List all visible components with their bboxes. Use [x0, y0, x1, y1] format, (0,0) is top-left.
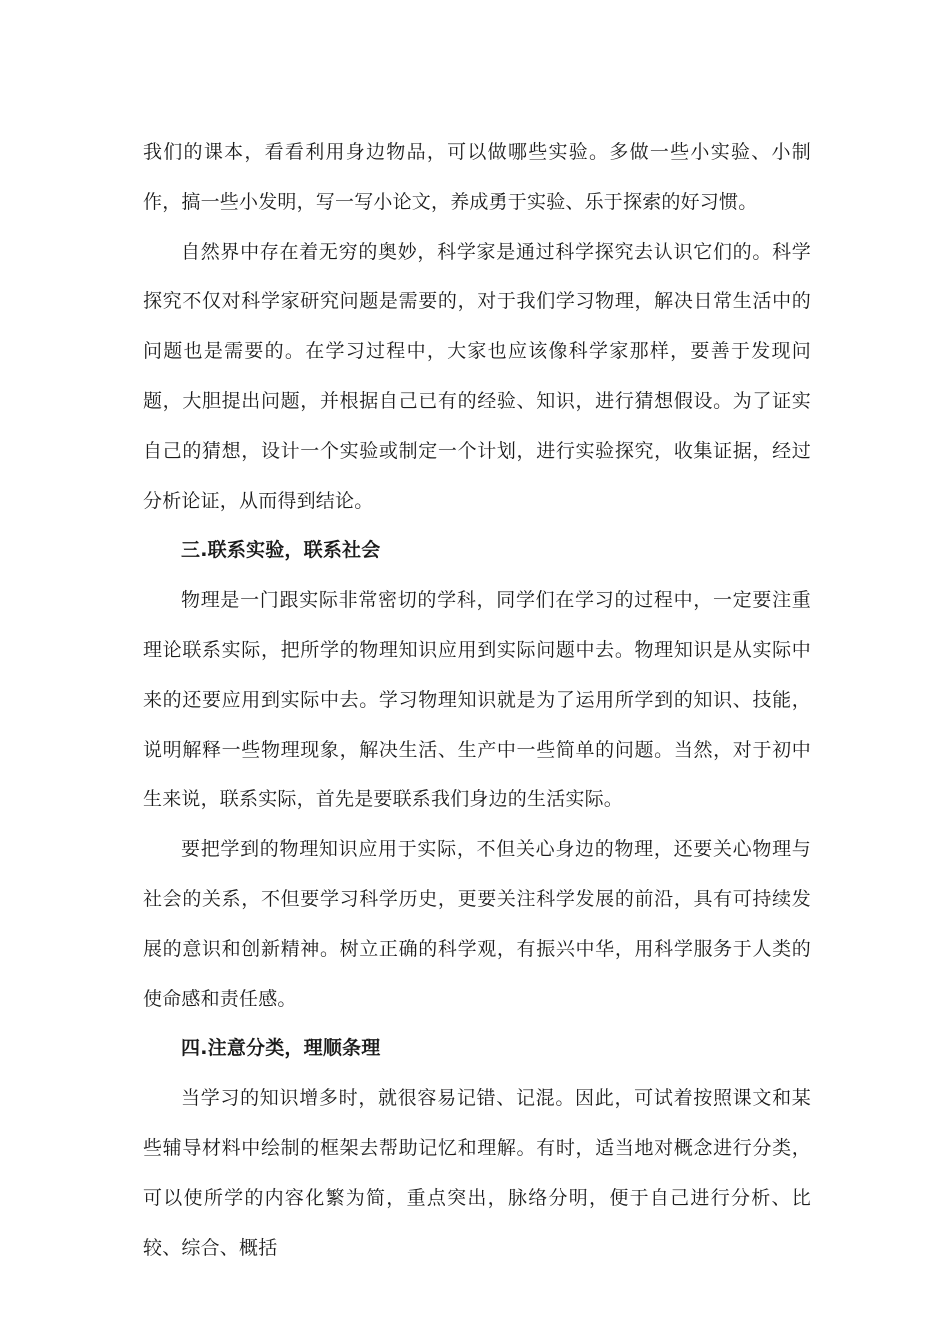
paragraph-5: 当学习的知识增多时，就很容易记错、记混。因此，可试着按照课文和某些辅导材料中绘制的框架去帮助记忆和理解。有时，适当地对概念进行分类，可以使所学的内容化繁为简，重点突出，脉络分明，便于自己进行分析、比较、综合、概括 [143, 1087, 811, 1259]
document-page [143, 128, 811, 1273]
paragraph-3: 物理是一门跟实际非常密切的学科，同学们在学习的过程中，一定要注重理论联系实际，把所学的物理知识应用到实际问题中去。物理知识是从实际中来的还要应用到实际中去。学习物理知识就是为了运用所学到的知识、技能，说明解释一些物理现象，解决生活、生产中一些简单的问题。当然，对于初中生来说，联系实际，首先是要联系我们身边的生活实际。 [143, 589, 811, 811]
paragraph-2: 自然界中存在着无穷的奥妙，科学家是通过科学探究去认识它们的。科学探究不仅对科学家研究问题是需要的，对于我们学习物理，解决日常生活中的问题也是需要的。在学习过程中，大家也应该像科学家那样，要善于发现问题，大胆提出问题，并根据自己已有的经验、知识，进行猜想假设。为了证实自己的猜想，设计一个实验或制定一个计划，进行实验探究，收集证据，经过分析论证，从而得到结论。 [143, 240, 811, 512]
paragraph-1: 我们的课本，看看利用身边物品，可以做哪些实验。多做一些小实验、小制作，搞一些小发明，写一写小论文，养成勇于实验、乐于探索的好习惯。 [143, 141, 811, 213]
section-heading-3: 三.联系实验，联系社会 [181, 539, 381, 562]
section-heading-4: 四.注意分类，理顺条理 [181, 1037, 381, 1060]
paragraph-4: 要把学到的物理知识应用于实际，不但关心身边的物理，还要关心物理与社会的关系，不但要学习科学历史，更要关注科学发展的前沿，具有可持续发展的意识和创新精神。树立正确的科学观，有振兴中华，用科学服务于人类的使命感和责任感。 [143, 838, 811, 1010]
